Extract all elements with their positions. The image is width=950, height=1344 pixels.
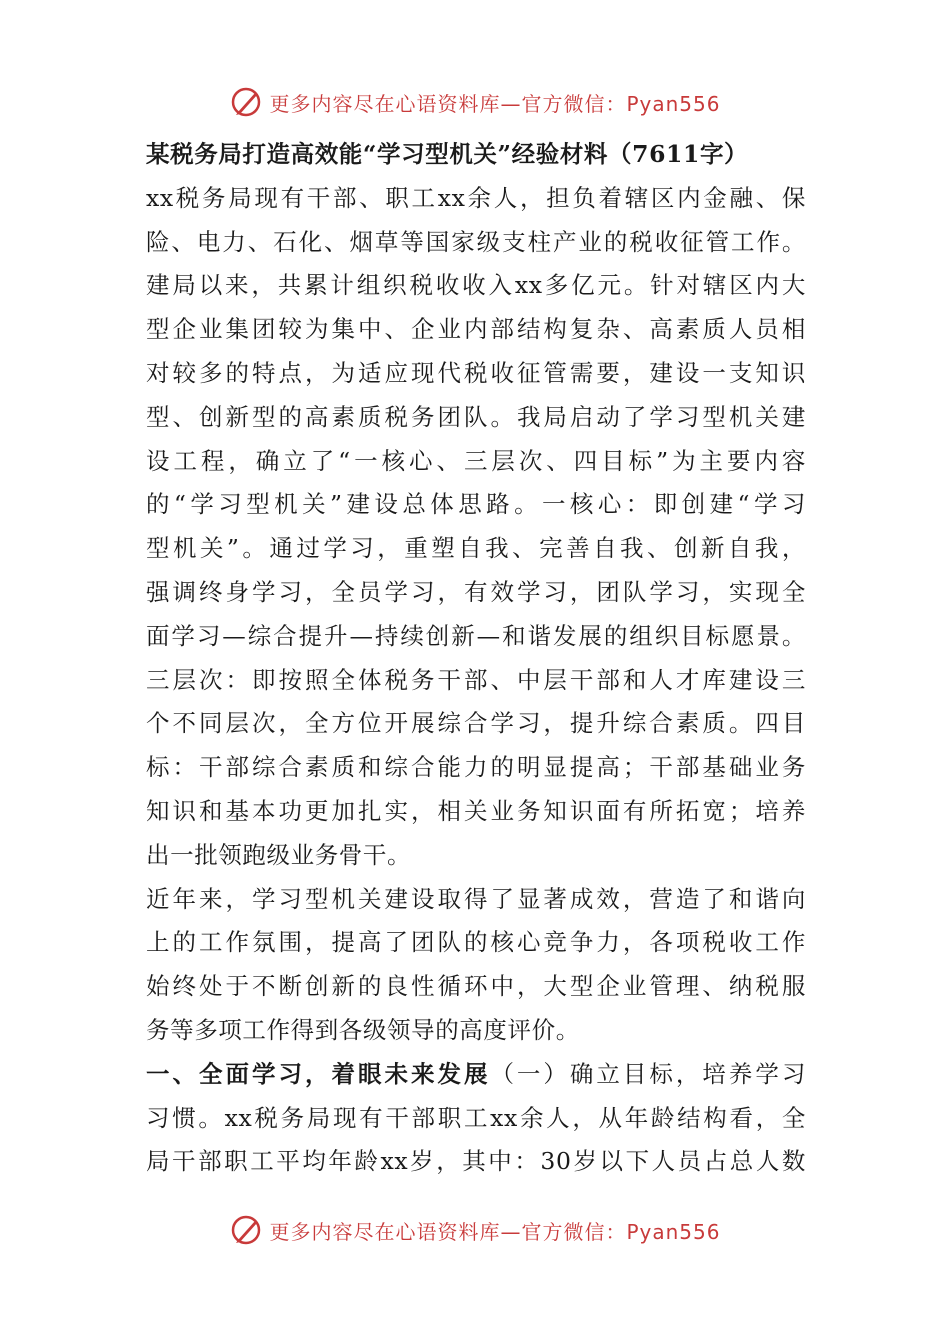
text-line: 型机关”。通过学习，重塑自我、完善自我、创新自我， [146,534,806,563]
watermark-banner-top [0,80,950,124]
section-1-heading: 一、全面学习，着眼未来发展 [146,1059,491,1088]
text-line: 强调终身学习，全员学习，有效学习，团队学习，实现全 [146,577,806,606]
text-line: 习惯。xx税务局现有干部职工xx余人，从年龄结构看，全 [146,1103,806,1132]
watermark-text: 更多内容尽在心语资料库—官方微信：Pyan556 [269,91,721,116]
text-line: 型企业集团较为集中、企业内部结构复杂、高素质人员相 [146,315,806,344]
paragraph-2 [146,878,806,1053]
text-line: 务等多项工作得到各级领导的高度评价。 [146,1015,580,1044]
text-line: 险、电力、石化、烟草等国家级支柱产业的税收征管工作。 [146,227,806,256]
paragraph-1 [146,177,806,878]
text-line: 个不同层次，全方位开展综合学习，提升综合素质。四目 [146,709,806,738]
text-line: 对较多的特点，为适应现代税收征管需要，建设一支知识 [146,358,806,387]
document-body [146,133,806,1184]
text-line: 型、创新型的高素质税务团队。我局启动了学习型机关建 [146,402,806,431]
text-line: 设工程，确立了“一核心、三层次、四目标”为主要内容 [146,446,806,475]
text-line: 标：干部综合素质和综合能力的明显提高；干部基础业务 [146,753,806,782]
section-1-first-line [146,1053,806,1097]
text-line: 三层次：即按照全体税务干部、中层干部和人才库建设三 [146,665,806,694]
text-line: 知识和基本功更加扎实，相关业务知识面有所拓宽；培养 [146,796,806,825]
text-line: 上的工作氛围，提高了团队的核心竞争力，各项税收工作 [146,928,806,957]
pen-logo-icon [229,85,263,119]
text-line: 出一批领跑级业务骨干。 [146,840,412,869]
pen-logo-icon [229,1213,263,1247]
watermark-banner-bottom [0,1208,950,1252]
text-line: 始终处于不断创新的良性循环中，大型企业管理、纳税服 [146,972,806,1001]
text-line: 面学习—综合提升—持续创新—和谐发展的组织目标愿景。 [146,621,806,650]
document-title: 某税务局打造高效能“学习型机关”经验材料（7611字） [146,140,749,168]
watermark-text: 更多内容尽在心语资料库—官方微信：Pyan556 [269,1219,721,1244]
section-1-body [146,1097,806,1185]
text-line: 近年来，学习型机关建设取得了显著成效，营造了和谐向 [146,884,806,913]
text-line: 的“学习型机关”建设总体思路。一核心：即创建“学习 [146,490,806,519]
text-line: 建局以来，共累计组织税收收入xx多亿元。针对辖区内大 [146,271,806,300]
text-line: 局干部职工平均年龄xx岁，其中：30岁以下人员占总人数 [146,1147,806,1176]
section-1-subheading: （一）确立目标，培养学习 [490,1059,806,1088]
text-line: xx税务局现有干部、职工xx余人，担负着辖区内金融、保 [146,183,806,212]
